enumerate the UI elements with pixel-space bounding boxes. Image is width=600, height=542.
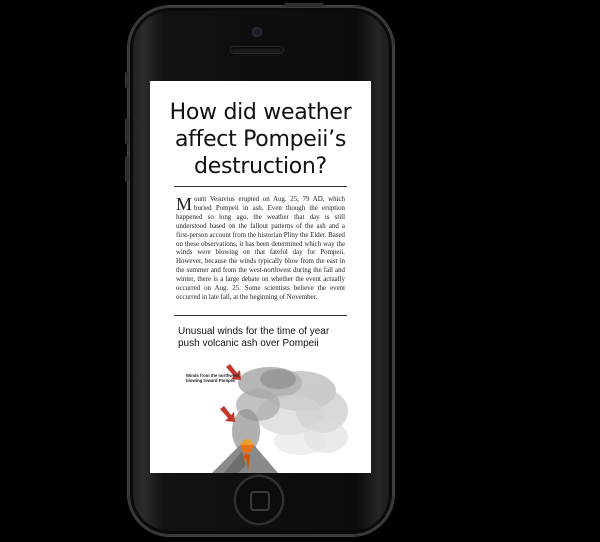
volcano-graphic [150, 353, 371, 473]
mute-switch [125, 72, 129, 88]
volcano [212, 439, 278, 473]
power-button [284, 3, 324, 7]
earpiece-speaker [231, 47, 283, 53]
home-button[interactable] [234, 475, 284, 525]
phone-frame [128, 6, 394, 536]
divider [174, 186, 347, 187]
front-camera [252, 27, 262, 37]
article-headline: How did weather affect Pompeii’s destruction? [169, 100, 352, 179]
wind-arrow [220, 406, 235, 422]
article-body [176, 196, 345, 303]
home-square-icon [250, 491, 270, 511]
divider [174, 315, 347, 316]
volume-up-button [125, 118, 129, 144]
drop-cap: M [176, 194, 193, 214]
graphic-title: Unusual winds for the time of year push volcanic ash over Pompeii [178, 325, 330, 349]
screen[interactable] [150, 81, 371, 473]
volume-down-button [125, 156, 129, 182]
volcano-illustration [150, 353, 371, 473]
article-body-text: ount Vesuvius erupted on Aug. 25, 79 AD, which buried Pompeii in ash. Even though the eruption happened so long ago, the weather that day is still understood based on the fallout patterns of the ash and a first-person account from the historian Pliny the Elder. Based on these observations, it has been determined which way the winds were blowing on that fateful day for Pompeii. However, because the winds typically blow from the east in the summer and from the west-northwest during the fall and winter, there is a large debate on whether the event actually occurred on Aug. 25. Some scientists believe the event occurred in late fall, at the beginning of November. [176, 196, 345, 301]
wind-label: Winds from the northwest, blowing toward Pompeii [186, 373, 241, 383]
